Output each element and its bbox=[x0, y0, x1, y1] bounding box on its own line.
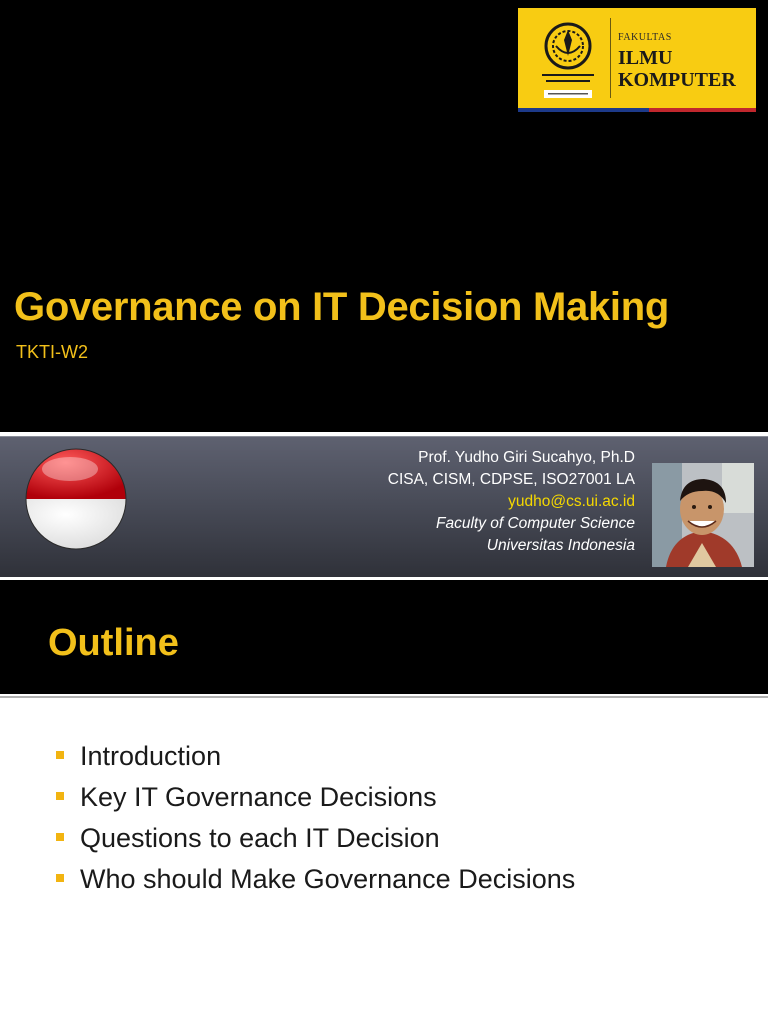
list-item-text: Introduction bbox=[80, 741, 222, 771]
bullet-square-icon bbox=[56, 792, 64, 800]
list-item-text: Key IT Governance Decisions bbox=[80, 782, 437, 812]
logo-ilmu: ILMU bbox=[618, 47, 673, 69]
list-item bbox=[54, 859, 575, 900]
author-name: Prof. Yudho Giri Sucahyo, Ph.D bbox=[418, 449, 635, 466]
author-faculty: Faculty of Computer Science bbox=[435, 515, 635, 532]
list-item bbox=[54, 818, 575, 859]
logo-faculty-label: FAKULTAS bbox=[618, 32, 672, 43]
bullet-square-icon bbox=[56, 874, 64, 882]
outline-list bbox=[54, 736, 575, 900]
list-item-text: Who should Make Governance Decisions bbox=[80, 864, 576, 894]
list-item bbox=[54, 777, 575, 818]
list-item bbox=[54, 736, 575, 777]
university-seal-icon bbox=[534, 16, 602, 104]
author-university: Universitas Indonesia bbox=[486, 537, 635, 554]
author-email[interactable]: yudho@cs.ui.ac.id bbox=[508, 493, 635, 510]
logo-divider bbox=[610, 18, 611, 98]
author-info bbox=[388, 447, 635, 557]
bullet-square-icon bbox=[56, 833, 64, 841]
bullet-square-icon bbox=[56, 751, 64, 759]
faculty-logo bbox=[518, 8, 756, 112]
slide-subtitle: TKTI-W2 bbox=[16, 342, 88, 362]
logo-color-bar bbox=[518, 108, 756, 112]
author-photo bbox=[652, 463, 754, 567]
title-slide bbox=[0, 0, 768, 432]
indonesia-flag-icon bbox=[24, 447, 128, 551]
slide-separator bbox=[0, 696, 768, 698]
slide-title: Governance on IT Decision Making bbox=[14, 285, 669, 329]
list-item-text: Questions to each IT Decision bbox=[80, 823, 440, 853]
logo-komputer: KOMPUTER bbox=[618, 69, 736, 91]
author-band bbox=[0, 436, 768, 577]
author-certifications: CISA, CISM, CDPSE, ISO27001 LA bbox=[387, 471, 635, 488]
outline-title: Outline bbox=[48, 622, 179, 664]
